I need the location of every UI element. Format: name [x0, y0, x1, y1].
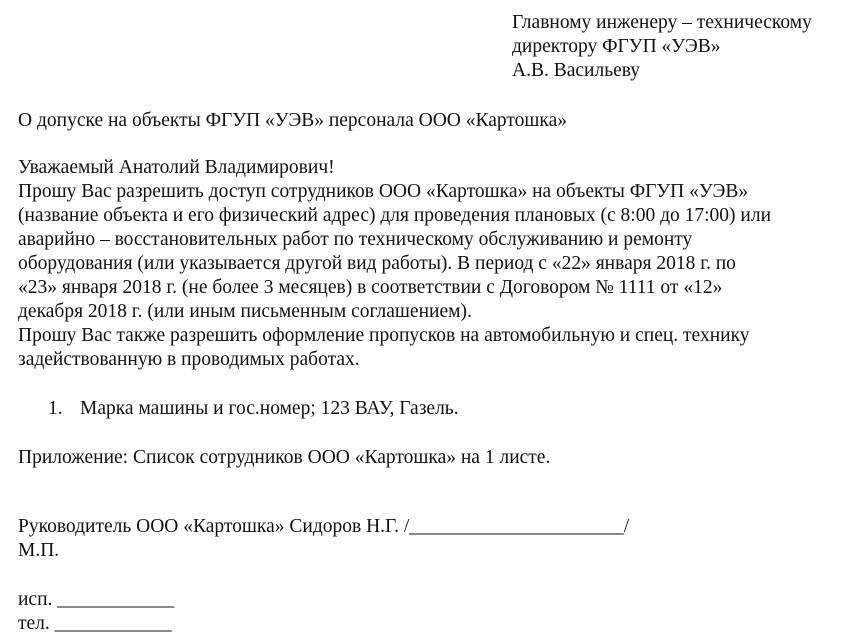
- body-line: «23» января 2018 г. (не более 3 месяцев) в соответствии с Договором № 1111 от «12»: [18, 277, 723, 298]
- list-item-number: 1.: [48, 398, 63, 419]
- letter-subject: О допуске на объекты ФГУП «УЭВ» персонала ООО «Картошка»: [18, 110, 567, 131]
- phone-field: тел. ____________: [18, 613, 172, 634]
- body-line: аварийно – восстановительных работ по техническому обслуживанию и ремонту: [18, 229, 693, 250]
- attachment-note: Приложение: Список сотрудников ООО «Картошка» на 1 листе.: [18, 447, 551, 468]
- executor-field: исп. ____________: [18, 589, 175, 610]
- signature-line: Руководитель ООО «Картошка» Сидоров Н.Г. /______________________/: [18, 516, 630, 537]
- stamp-placeholder: М.П.: [18, 540, 60, 561]
- body-line: (название объекта и его физический адрес) для проведения плановых (с 8:00 до 17:00) или: [18, 205, 772, 226]
- body-line: декабря 2018 г. (или иным письменным соглашением).: [18, 301, 472, 322]
- addressee-line-3: А.В. Васильеву: [512, 60, 641, 81]
- addressee-line-2: директору ФГУП «УЭВ»: [512, 36, 721, 57]
- body-line: Прошу Вас также разрешить оформление пропусков на автомобильную и спец. технику: [18, 325, 750, 346]
- list-item-text: Марка машины и гос.номер; 123 ВАУ, Газель.: [80, 398, 459, 419]
- body-line: задействованную в проводимых работах.: [18, 349, 360, 370]
- addressee-line-1: Главному инженеру – техническому: [512, 12, 812, 33]
- letter-greeting: Уважаемый Анатолий Владимирович!: [18, 157, 335, 178]
- body-line: Прошу Вас разрешить доступ сотрудников ООО «Картошка» на объекты ФГУП «УЭВ»: [18, 181, 749, 202]
- body-line: оборудования (или указывается другой вид работы). В период с «22» января 2018 г. по: [18, 253, 736, 274]
